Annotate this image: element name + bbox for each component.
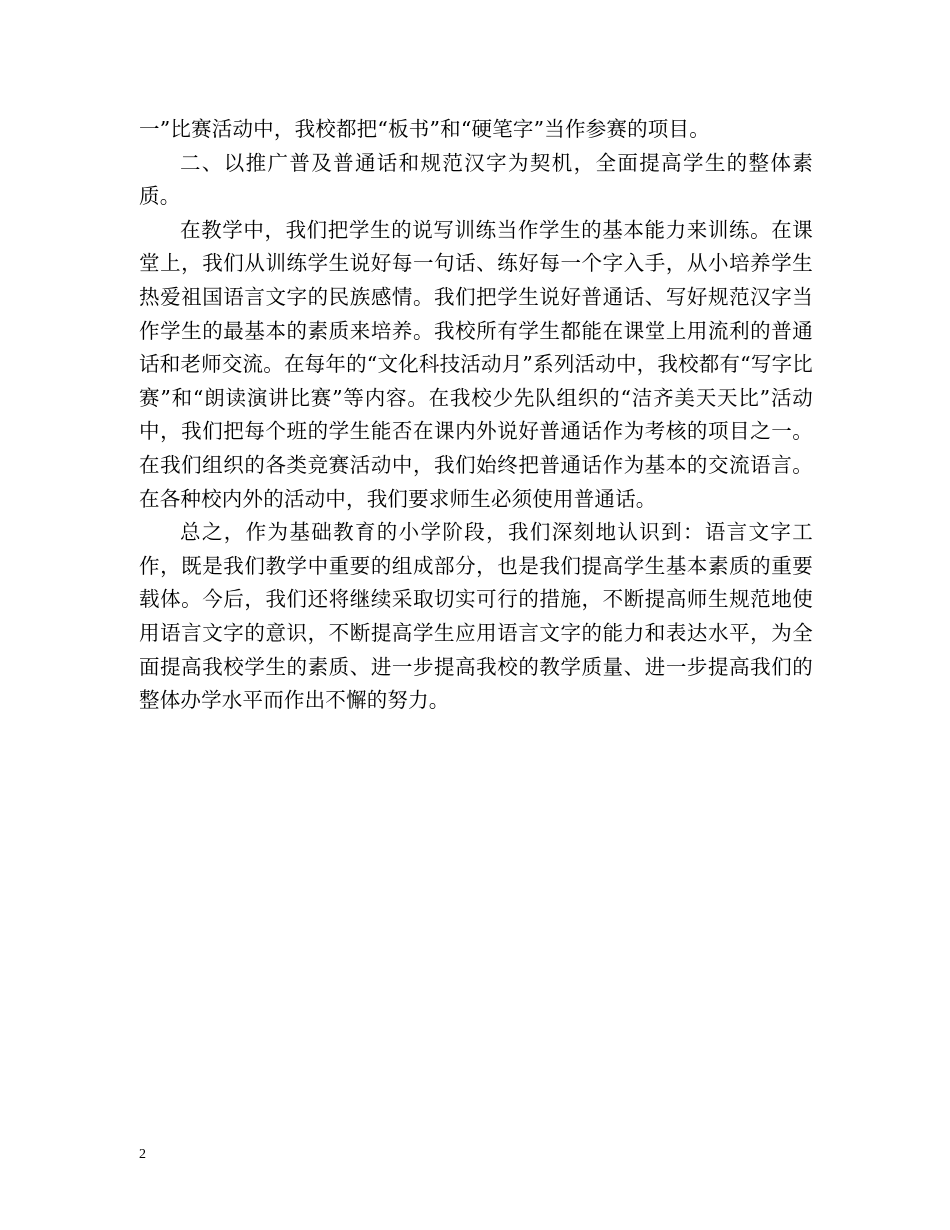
document-body	[139, 113, 813, 718]
paragraph: 一”比赛活动中，我校都把“板书”和“硬笔字”当作参赛的项目。	[139, 117, 710, 141]
paragraph: 总之，作为基础教育的小学阶段，我们深刻地认识到：语言文字工作，既是我们教学中重要的组成部分，也是我们提高学生基本素质的重要载体。今后，我们还将继续采取切实可行的措施，不断提高师生规范地使用语言文字的意识，不断提高学生应用语言文字的能力和表达水平，为全面提高我校学生的素质、进一步提高我校的教学质量、进一步提高我们的整体办学水平而作出不懈的努力。	[139, 520, 813, 713]
paragraph: 在教学中，我们把学生的说写训练当作学生的基本能力来训练。在课堂上，我们从训练学生说好每一句话、练好每一个字入手，从小培养学生热爱祖国语言文字的民族感情。我们把学生说好普通话、写好规范汉字当作学生的最基本的素质来培养。我校所有学生都能在课堂上用流利的普通话和老师交流。在每年的“文化科技活动月”系列活动中，我校都有“写字比赛”和“朗读演讲比赛”等内容。在我校少先队组织的“洁齐美天天比”活动中，我们把每个班的学生能否在课内外说好普通话作为考核的项目之一。在我们组织的各类竞赛活动中，我们始终把普通话作为基本的交流语言。在各种校内外的活动中，我们要求师生必须使用普通话。	[139, 217, 813, 511]
section-heading: 二、以推广普及普通话和规范汉字为契机，全面提高学生的整体素质。	[139, 150, 813, 209]
page-number: 2	[139, 1147, 146, 1162]
